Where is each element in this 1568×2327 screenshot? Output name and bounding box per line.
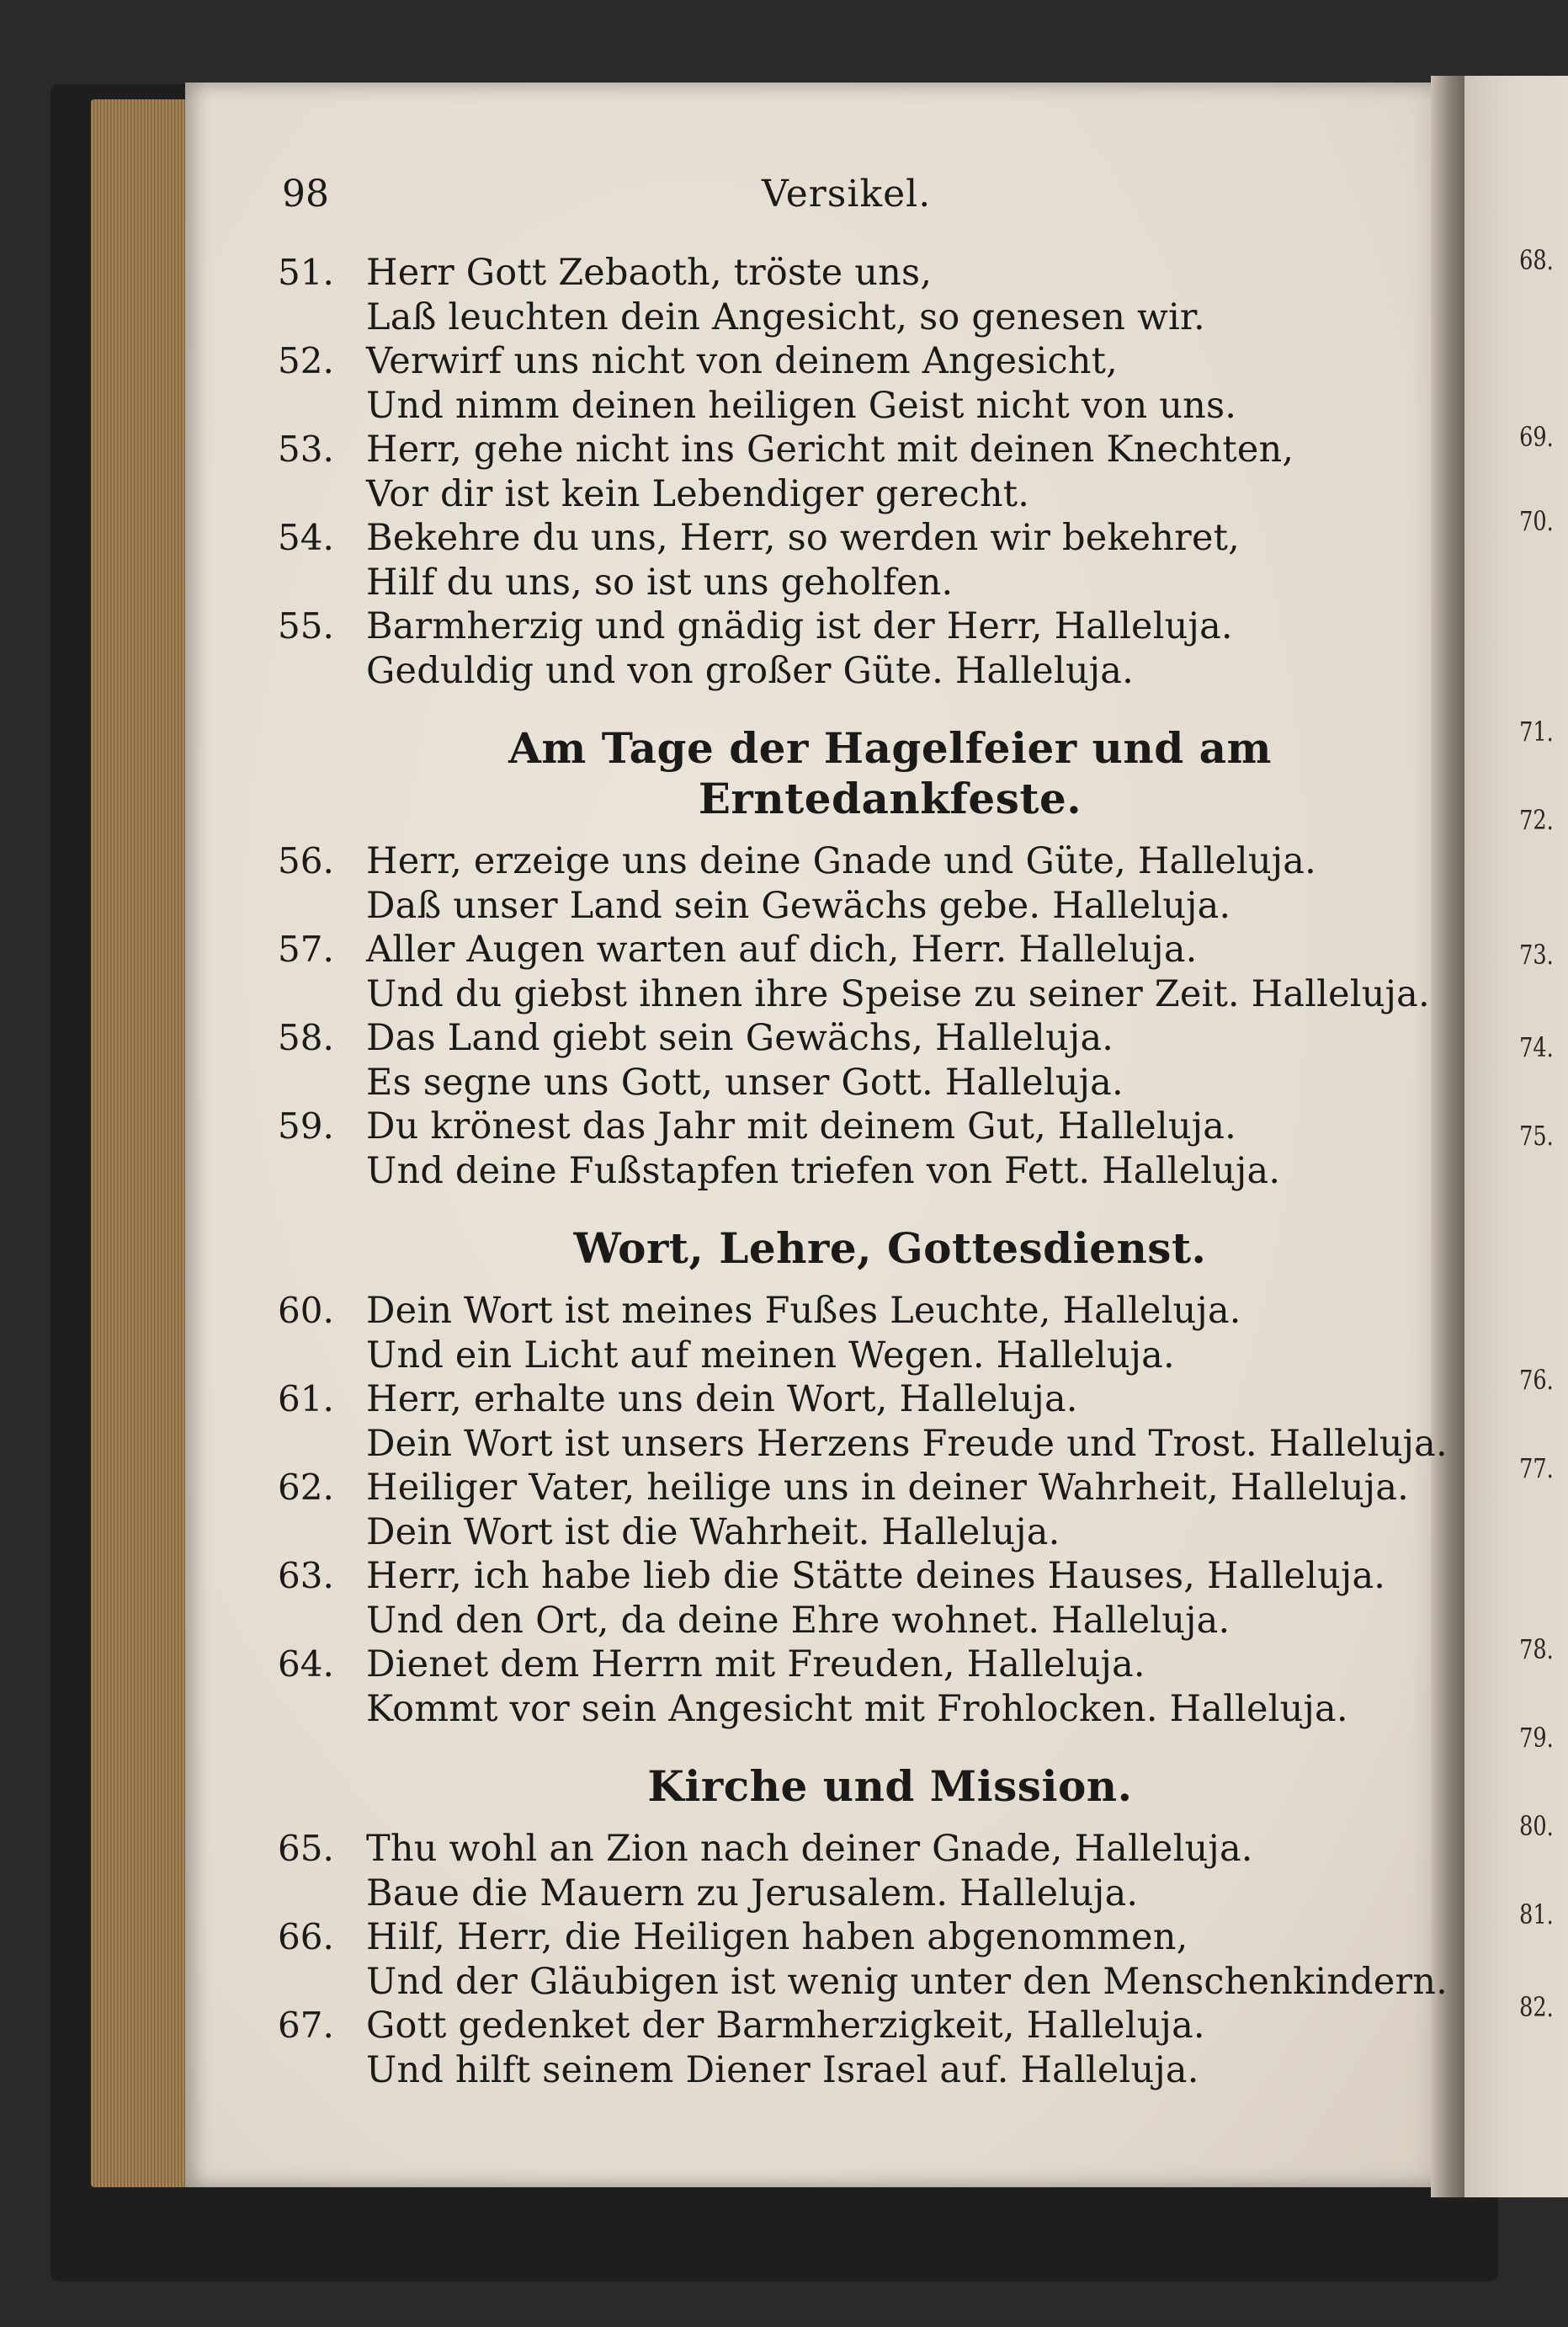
verse-lines [366, 604, 1414, 693]
verse-lines [366, 516, 1414, 604]
section-heading: Kirche und Mission. [647, 1761, 1133, 1811]
verse-number: 60. [278, 1290, 334, 1331]
verse [278, 1289, 1414, 1377]
verse-line: Vor dir ist kein Lebendiger gerecht. [366, 472, 1030, 515]
verse-line: Geduldig und von großer Güte. Halleluja. [366, 649, 1135, 692]
verse-number: 52. [278, 340, 334, 381]
verse [278, 604, 1414, 693]
verse [278, 339, 1414, 428]
verse [278, 516, 1414, 604]
verse-line: Herr, gehe nicht ins Gericht mit deinen Knechten, [366, 429, 1294, 471]
page-edges [91, 99, 189, 2187]
section-heading: Wort, Lehre, Gottesdienst. [573, 1223, 1207, 1273]
next-page-number: 79. [1519, 1722, 1554, 1754]
verse-lines [366, 839, 1414, 928]
verse-lines [366, 1554, 1414, 1643]
verse-number: 59. [278, 1105, 334, 1147]
next-page-number: 71. [1519, 716, 1554, 748]
next-page-number: 77. [1519, 1452, 1554, 1484]
verse-number: 64. [278, 1643, 334, 1685]
verse-line: Heiliger Vater, heilige uns in deiner Wahrheit, Halleluja. [366, 1467, 1410, 1509]
verse-line: Laß leuchten dein Angesicht, so genesen wir. [366, 296, 1205, 338]
verse-line: Das Land giebt sein Gewächs, Halleluja. [366, 1017, 1114, 1059]
verse [278, 2004, 1414, 2092]
next-page-number: 78. [1519, 1633, 1554, 1665]
verse-number: 51. [278, 252, 334, 293]
verse [278, 1554, 1414, 1643]
verse-lines [366, 2004, 1414, 2092]
verse-number: 62. [278, 1467, 334, 1508]
verse [278, 1827, 1414, 1915]
next-page-number: 68. [1519, 244, 1554, 276]
next-page-number: 73. [1519, 939, 1554, 971]
page-number: 98 [282, 173, 329, 216]
verse-line: Barmherzig und gnädig ist der Herr, Halleluja. [366, 605, 1233, 647]
verse-line: Und den Ort, da deine Ehre wohnet. Halleluja. [366, 1599, 1230, 1642]
verse-lines [366, 251, 1414, 339]
verse-line: Aller Augen warten auf dich, Herr. Halleluja. [366, 929, 1198, 971]
next-page-number: 82. [1519, 1991, 1554, 2023]
verse-line: Gott gedenket der Barmherzigkeit, Halleluja. [366, 2005, 1205, 2047]
verse [278, 251, 1414, 339]
verse-lines [366, 1466, 1414, 1554]
verse-line: Es segne uns Gott, unser Gott. Halleluja. [366, 1061, 1124, 1104]
verse-line: Hilf, Herr, die Heiligen haben abgenommen, [366, 1916, 1188, 1958]
verse-number: 65. [278, 1828, 334, 1869]
verse-lines [366, 928, 1430, 1016]
next-page-number: 72. [1519, 804, 1554, 836]
verse-number: 57. [278, 929, 334, 970]
next-page-number: 74. [1519, 1031, 1554, 1063]
verse-number: 67. [278, 2005, 334, 2046]
verse-line: Baue die Mauern zu Jerusalem. Halleluja. [366, 1872, 1139, 1914]
verse [278, 428, 1414, 516]
verse-lines [366, 1827, 1414, 1915]
verse [278, 1105, 1414, 1193]
next-page-number: 70. [1519, 505, 1554, 537]
verse-line: Dein Wort ist unsers Herzens Freude und Trost. Halleluja. [366, 1422, 1448, 1465]
verse-line: Verwirf uns nicht von deinem Angesicht, [366, 340, 1119, 382]
verse-number: 63. [278, 1555, 334, 1596]
verse-number: 58. [278, 1017, 334, 1058]
next-page-number: 81. [1519, 1898, 1554, 1930]
verse-line: Dein Wort ist meines Fußes Leuchte, Halleluja. [366, 1290, 1241, 1332]
verse-number: 66. [278, 1916, 334, 1957]
verse-line: Herr, erhalte uns dein Wort, Halleluja. [366, 1378, 1078, 1420]
next-page-number: 80. [1519, 1810, 1554, 1842]
verse-line: Und hilft seinem Diener Israel auf. Halleluja. [366, 2048, 1199, 2091]
verse-line: Daß unser Land sein Gewächs gebe. Halleluja. [366, 884, 1231, 927]
verse-lines [366, 1915, 1448, 2004]
verse-line: Du krönest das Jahr mit deinem Gut, Halleluja. [366, 1105, 1236, 1148]
verse-line: Und der Gläubigen ist wenig unter den Menschenkindern. [366, 1960, 1448, 2003]
verse-line: Kommt vor sein Angesicht mit Frohlocken. Halleluja. [366, 1687, 1348, 1730]
verse-lines [366, 1016, 1414, 1105]
verse-number: 61. [278, 1378, 334, 1419]
running-title: Versikel. [762, 173, 932, 216]
verse-lines [366, 1377, 1448, 1466]
section-heading: Am Tage der Hagelfeier und am Erntedankfeste. [508, 723, 1272, 823]
verse-line: Herr, erzeige uns deine Gnade und Güte, Halleluja. [366, 840, 1317, 882]
verse-line: Hilf du uns, so ist uns geholfen. [366, 561, 954, 604]
verse [278, 1643, 1414, 1731]
verse-line: Dienet dem Herrn mit Freuden, Halleluja. [366, 1643, 1145, 1685]
verse-lines [366, 1289, 1414, 1377]
verse-line: Und deine Fußstapfen triefen von Fett. Halleluja. [366, 1149, 1281, 1192]
verse-line: Thu wohl an Zion nach deiner Gnade, Halleluja. [366, 1828, 1253, 1870]
verse [278, 839, 1414, 928]
next-page-number: 76. [1519, 1364, 1554, 1396]
verse-line: Herr Gott Zebaoth, tröste uns, [366, 252, 933, 294]
next-page-number: 75. [1519, 1120, 1554, 1152]
verse-number: 54. [278, 517, 334, 558]
verse-lines [366, 428, 1414, 516]
next-page-number: 69. [1519, 421, 1554, 453]
verse [278, 928, 1430, 1016]
verse [278, 1016, 1414, 1105]
verse-number: 56. [278, 840, 334, 881]
verse [278, 1377, 1448, 1466]
verse-line: Dein Wort ist die Wahrheit. Halleluja. [366, 1510, 1060, 1553]
verse-lines [366, 1105, 1414, 1193]
verse [278, 1915, 1448, 2004]
verse-number: 53. [278, 429, 334, 470]
verse-line: Und ein Licht auf meinen Wegen. Halleluja. [366, 1334, 1175, 1376]
verse-lines [366, 339, 1414, 428]
verse-line: Und nimm deinen heiligen Geist nicht von uns. [366, 384, 1237, 427]
verse-lines [366, 1643, 1414, 1731]
verse-line: Herr, ich habe lieb die Stätte deines Hauses, Halleluja. [366, 1555, 1386, 1597]
verse [278, 1466, 1414, 1554]
verse-number: 55. [278, 605, 334, 647]
verse-line: Bekehre du uns, Herr, so werden wir bekehret, [366, 517, 1240, 559]
verse-line: Und du giebst ihnen ihre Speise zu seiner Zeit. Halleluja. [366, 972, 1430, 1015]
page-content [278, 251, 1448, 2092]
